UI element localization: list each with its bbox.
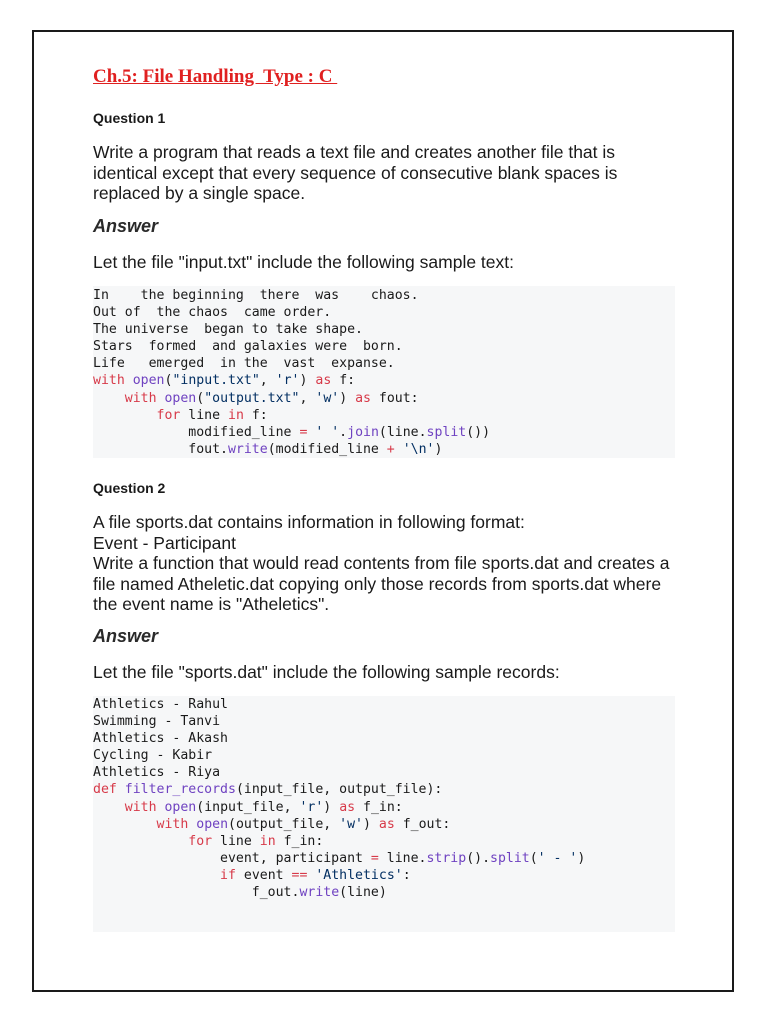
code-line: with open(output_file, 'w') as f_out: — [156, 816, 451, 832]
sample-line: Swimming - Tanvi — [93, 714, 221, 730]
sample-line: Cycling - Kabir — [93, 748, 213, 764]
sample-line: The universe began to take shape. — [93, 322, 363, 338]
question-2-label: Question 2 — [93, 480, 166, 496]
sample-line: Athletics - Akash — [93, 731, 228, 747]
code-line: event, participant = line.strip().split(' - ') — [93, 850, 586, 866]
answer-1-intro: Let the file "input.txt" include the following sample text: — [93, 252, 514, 272]
code-line: with open("input.txt", 'r') as f: — [93, 373, 356, 389]
code-line: def filter_records(input_file, output_file): — [93, 782, 443, 798]
sample-line: Out of the chaos came order. — [93, 305, 332, 321]
sample-line: Athletics - Rahul — [93, 697, 228, 712]
code-block-1 — [93, 286, 675, 458]
page-title: Ch.5: File Handling Type : C — [93, 66, 338, 87]
question-1-label: Question 1 — [93, 110, 166, 126]
code-line: fout.write(modified_line + '\n') — [93, 441, 443, 457]
code-line: for line in f_in: — [188, 833, 324, 849]
code-line: f_out.write(line) — [93, 885, 387, 901]
code-line: modified_line = ' '.join(line.split()) — [93, 424, 491, 440]
question-2-line: A file sports.dat contains information in following format: — [93, 512, 525, 532]
answer-2-intro: Let the file "sports.dat" include the following sample records: — [93, 662, 560, 682]
sample-line: Stars formed and galaxies were born. — [93, 339, 403, 355]
code-line: with open(input_file, 'r') as f_in: — [124, 799, 403, 815]
code-line: for line in f: — [156, 407, 268, 423]
sample-line: Athletics - Riya — [93, 765, 221, 781]
code-line: if event == 'Athletics': — [220, 867, 411, 883]
answer-1-label: Answer — [93, 216, 159, 236]
sample-line: In the beginning there was chaos. — [93, 288, 419, 303]
code-line: with open("output.txt", 'w') as fout: — [124, 390, 419, 406]
question-2-text — [93, 512, 683, 615]
question-1-text: Write a program that reads a text file and creates another file that is identical except that every sequence of consecutive blank spaces is replaced by a single space. — [93, 142, 618, 203]
question-2-line: Write a function that would read contents from file sports.dat and creates a file named Atheletic.dat copying only those records from sports.dat where the event name is "Atheletics". — [93, 553, 670, 614]
answer-2-label: Answer — [93, 626, 159, 646]
sample-line: Life emerged in the vast expanse. — [93, 356, 395, 372]
code-block-2 — [93, 696, 675, 932]
question-2-line: Event - Participant — [93, 532, 236, 553]
